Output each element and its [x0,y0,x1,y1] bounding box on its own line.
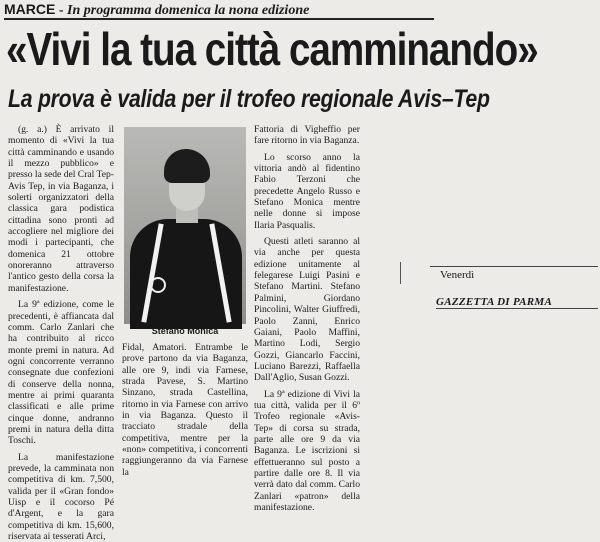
photo-caption: Stefano Monica [151,326,219,336]
section-name: MARCE [4,1,56,17]
article-column-2 [122,342,248,478]
kicker-tagline: In programma domenica la nona edizione [67,3,310,18]
subheadline: La prova è valida per il trofeo regionale Avis–Tep [8,85,490,113]
paragraph: Fidal, Amatori. Entrambe le prove partono da via Baganza, alle ore 9, indi via Farnese, strada Pavese, S. Martino Sinzano, strada Castellina, ritorno in via Farnese con arrivo in via Baganza. Questo il tracciato stradale della competitiva, mentre per la «non» competitiva, i concorrenti raggiungeranno da via Farnese la [122,342,248,478]
paragraph: Fattoria di Vigheffio per fare ritorno in via Baganza. [254,124,360,147]
clipping-divider [400,262,401,284]
paragraph: La 9ª edizione, come le precedenti, è affiancata dal comm. Carlo Zanlari che ha contribuito al ricco monte premi in natura. Ad ogni concorrente verranno consegnate due confezioni di conserve della nonna, mentre ai primi quaranta classificati e alle prime cinque donne, andranno premi in natura della ditta Toschi. [8,299,114,447]
clipping-day: Venerdì [430,266,598,281]
article-column-1 [8,124,114,542]
tracksuit-logo-icon [150,277,166,293]
article-column-3 [254,124,360,513]
paragraph: Questi atleti saranno al via anche per questa edizione unitamente al felegarese Luigi Pasini e Stefano Martini. Stefano Palmini, Giordano Pincolini, Walter Giuffredi, Paolo Zanni, Enrico Gaiani, Paolo Maffini, Martino Lodi, Sergio Gozzi, Giancarlo Faccini, Luciano Barezzi, Raffaella Dall'Aglio, Susan Gozzi. [254,236,360,384]
headline: «Vivi la tua città camminando» [6,23,538,75]
clipping-newspaper: GAZZETTA DI PARMA [436,296,598,309]
athlete-photo [124,127,246,324]
paragraph: La 9ª edizione di Vivi la tua città, valida per il 6º Trofeo regionale «Avis-Tep» di corsa su strada, parte alle ore 9 da via Baganza. Le iscrizioni si effettueranno sul posto a partire dalle ore 8. Il via verrà dato dal comm. Carlo Zanlari «patron» della manifestazione. [254,388,360,513]
kicker-dash: - [58,3,64,18]
paragraph: Lo scorso anno la vittoria andò al fidentino Fabio Terzoni che precedette Angelo Russo e Stefano Monica mentre nelle donne si impose Ilaria Pasqualis. [254,151,360,231]
section-kicker [4,0,434,20]
paragraph: (g. a.) È arrivato il momento di «Vivi la tua città camminando e usando il mezzo pubblico» e presso la sede del Cral Tep-Avis Tep, in via Baganza, i solerti organizzatori della classica gara podistica cittadina sono pronti ad accogliere nel migliore dei modi i partecipanti, che domenica 21 ottobre onoreranno attraverso l'antico gesto della corsa la manifestazione. [8,124,114,294]
paragraph: La manifestazione prevede, la camminata non competitiva di km. 7,500, valida per il «Gran fondo» Uisp e il cocorso Pé d'Argent, e la gara competitiva di km. 15,600, riservata ai tesserati Arci, [8,451,114,542]
